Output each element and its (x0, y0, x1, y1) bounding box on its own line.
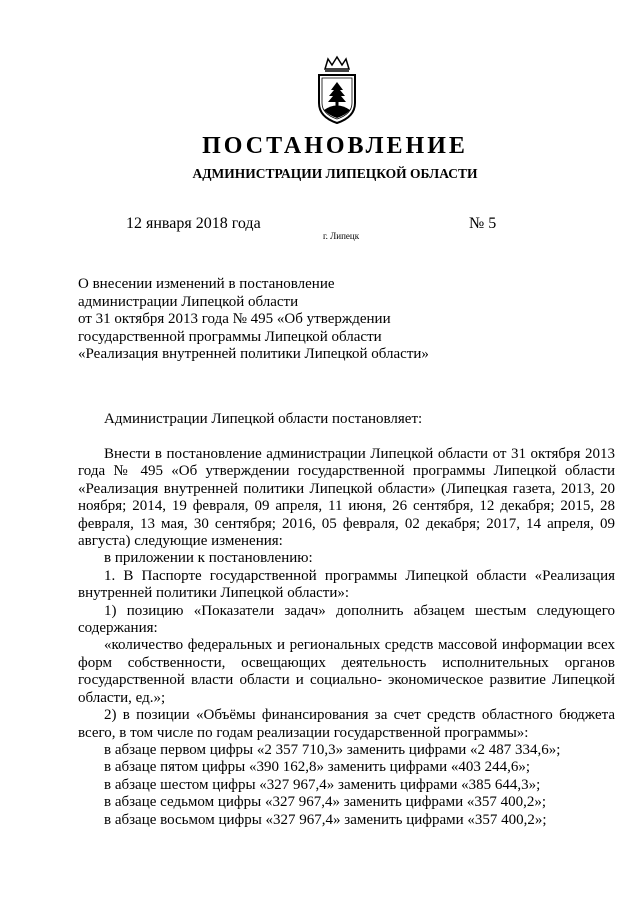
document-subtitle: АДМИНИСТРАЦИИ ЛИПЕЦКОЙ ОБЛАСТИ (192, 166, 478, 181)
body-paragraph: 1) позицию «Показатели задач» дополнить абзацем шестым следующего содержания: (78, 602, 615, 637)
body-paragraph: 2) в позиции «Объёмы финансирования за счет средств областного бюджета всего, в том числе по годам реализации государственной программы»: (78, 707, 615, 741)
subject-line: от 31 октября 2013 года № 495 «Об утверждении (78, 311, 391, 327)
subject-line: администрации Липецкой области (78, 293, 299, 310)
body-paragraph: в абзаце первом цифры «2 357 710,3» заменить цифрами «2 487 334,6»; (104, 741, 561, 758)
decree-line: Администрации Липецкой области постановляет: (104, 411, 423, 427)
subject-line: «Реализация внутренней политики Липецкой области» (78, 346, 429, 362)
body-paragraph: в абзаце пятом цифры «390 162,8» заменить цифрами «403 244,6»; (104, 759, 531, 776)
body-paragraph: в приложении к постановлению: (104, 550, 313, 567)
subject-line: государственной программы Липецкой области (78, 328, 382, 345)
body-paragraph: 1. В Паспорте государственной программы Липецкой области «Реализация внутренней политики Липецкой области»: (78, 567, 615, 602)
body-paragraph: в абзаце седьмом цифры «327 967,4» заменить цифрами «357 400,2»; (104, 794, 547, 811)
body-paragraph: в абзаце восьмом цифры «327 967,4» заменить цифрами «357 400,2»; (104, 811, 547, 828)
body-paragraph: «количество федеральных и региональных средств массовой информации всех форм собственности, освещающих деятельность исполнительных органов государственной власти области и социально- экономическое развитие Липецкой области, ед.»; (78, 637, 615, 706)
coat-of-arms-icon (313, 55, 361, 125)
document-number: № 5 (469, 215, 497, 232)
document-subject (78, 276, 429, 364)
document-title: ПОСТАНОВЛЕНИЕ (202, 133, 468, 159)
body-paragraph: Внести в постановление администрации Липецкой области от 31 октября 2013 года № 495 «Об утверждении государственной программы Липецкой области «Реализация внутренней политики Липецкой области» (Липецкая газета, 2013, 20 ноября; 2014, 19 февраля, 09 апреля, 11 июня, 26 сентября, 12 декабря; 2015, 28 февраля, 13 мая, 30 сентября; 2016, 05 февраля, 02 декабря; 2017, 14 апреля, 09 августа) следующие изменения: (78, 446, 615, 550)
subject-line: О внесении изменений в постановление (78, 276, 335, 292)
document-city: г. Липецк (323, 231, 360, 241)
document-body (78, 446, 615, 829)
body-paragraph: в абзаце шестом цифры «327 967,4» заменить цифрами «385 644,3»; (104, 776, 541, 793)
document-date: 12 января 2018 года (126, 215, 261, 232)
